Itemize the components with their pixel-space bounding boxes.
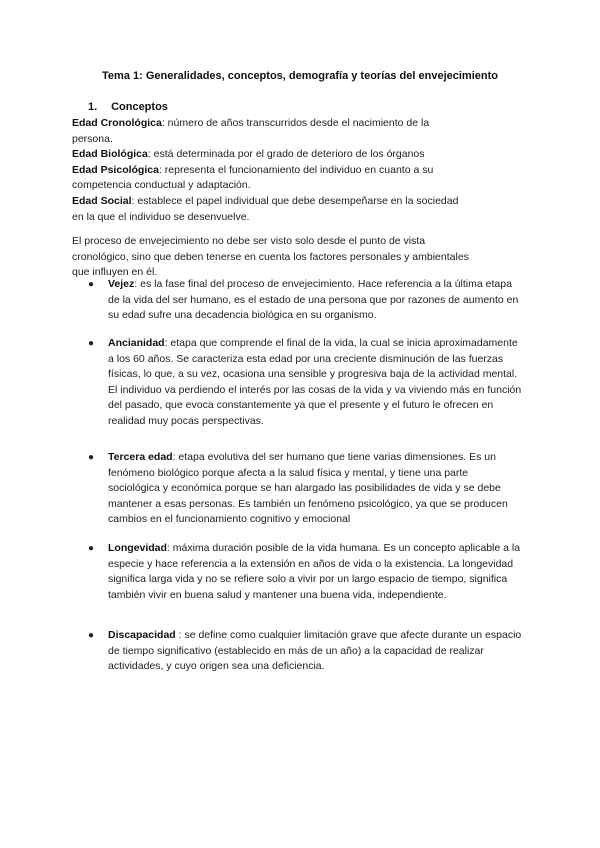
list-item-term: Discapacidad bbox=[108, 629, 176, 641]
definition-term: Edad Biológica bbox=[72, 148, 148, 161]
list-item-discapacidad bbox=[88, 628, 522, 675]
section-label: Conceptos bbox=[111, 101, 168, 113]
definition-text: : representa el funcionamiento del individuo en cuanto a su competencia conductual y adaptación. bbox=[72, 163, 434, 192]
list-item-vejez bbox=[88, 277, 522, 324]
list-item-term: Longevidad bbox=[108, 542, 167, 554]
list-item-text: : máxima duración posible de la vida humana. Es un concepto aplicable a la especie y hace referencia a la extensión en años de vida o la existencia. La longevidad significa larga vida y no se refiere solo a vivir por un largo espacio de tiempo, significa también vivir en buena salud y mantener una buena vida, independiente. bbox=[108, 542, 521, 601]
definition-term: Edad Social bbox=[72, 194, 132, 207]
section-number: 1. bbox=[88, 101, 98, 113]
definition-item bbox=[72, 194, 472, 225]
definitions-block bbox=[72, 116, 472, 225]
definition-term: Edad Psicológica bbox=[72, 163, 159, 176]
definition-item bbox=[72, 163, 472, 194]
list-item-text: : es la fase final del proceso de envejecimiento. Hace referencia a la última etapa de la vida del ser humano, es el estado de una persona que por razones de aumento en su edad sufre una decadencia biológica en su organismo. bbox=[108, 278, 519, 322]
list-item-text: : etapa evolutiva del ser humano que tiene varias dimensiones. Es un fenómeno biológico porque afecta a la salud física y mental, y tiene una parte sociológica y económica porque se han alargado las posibilidades de vida y se debe mantener a esas personas. Es también un fenómeno psicológico, ya que se producen cambios en el funcionamiento cognitivo y emocional bbox=[108, 451, 508, 526]
bullet-icon: ● bbox=[88, 630, 95, 641]
bullet-icon: ● bbox=[88, 543, 95, 554]
definition-item bbox=[72, 147, 472, 163]
list-item-term: Vejez bbox=[108, 278, 135, 290]
document-title: Tema 1: Generalidades, conceptos, demografía y teorías del envejecimiento bbox=[102, 70, 498, 82]
intro-paragraph: El proceso de envejecimiento no debe ser visto solo desde el punto de vista cronológico, sino que deben tenerse en cuenta los factores personales y ambientales que influyen en él. bbox=[72, 235, 469, 279]
list-item-tercera-edad bbox=[88, 450, 522, 528]
definition-term: Edad Cronológica bbox=[72, 117, 162, 129]
bullet-icon: ● bbox=[88, 279, 95, 290]
list-item-term: Tercera edad bbox=[108, 451, 173, 463]
definition-text: : establece el papel individual que debe desempeñarse en la sociedad en la que el individuo se desenvuelve. bbox=[72, 194, 459, 223]
bullet-icon: ● bbox=[88, 452, 95, 463]
list-item-term: Ancianidad bbox=[108, 337, 165, 349]
definition-text: : número de años transcurridos desde el nacimiento de la persona. bbox=[72, 117, 430, 145]
definition-text: : está determinada por el grado de deterioro de los órganos bbox=[147, 148, 425, 161]
bullet-icon: ● bbox=[88, 338, 95, 349]
list-item-longevidad bbox=[88, 541, 522, 603]
section-heading bbox=[88, 101, 168, 113]
list-item-text: : etapa que comprende el final de la vida, la cual se inicia aproximadamente a los 60 años. Se caracteriza esta edad por una creciente disminución de las fuerzas físicas, lo que, a su vez, ocasiona una sensible y progresiva baja de la actividad mental. El individuo va perdiendo el interés por las cosas de la vida y va viviendo más en función del pasado, que evoca constantemente ya que el presente y el futuro le ofrecen en realidad muy pocas perspectivas. bbox=[108, 337, 522, 427]
list-item-text: : se define como cualquier limitación grave que afecte durante un espacio de tiempo significativo (establecido en más de un año) a la capacidad de realizar actividades, y cuyo origen sea una deficiencia. bbox=[108, 629, 522, 673]
definition-item bbox=[72, 116, 472, 147]
list-item-ancianidad bbox=[88, 336, 522, 430]
